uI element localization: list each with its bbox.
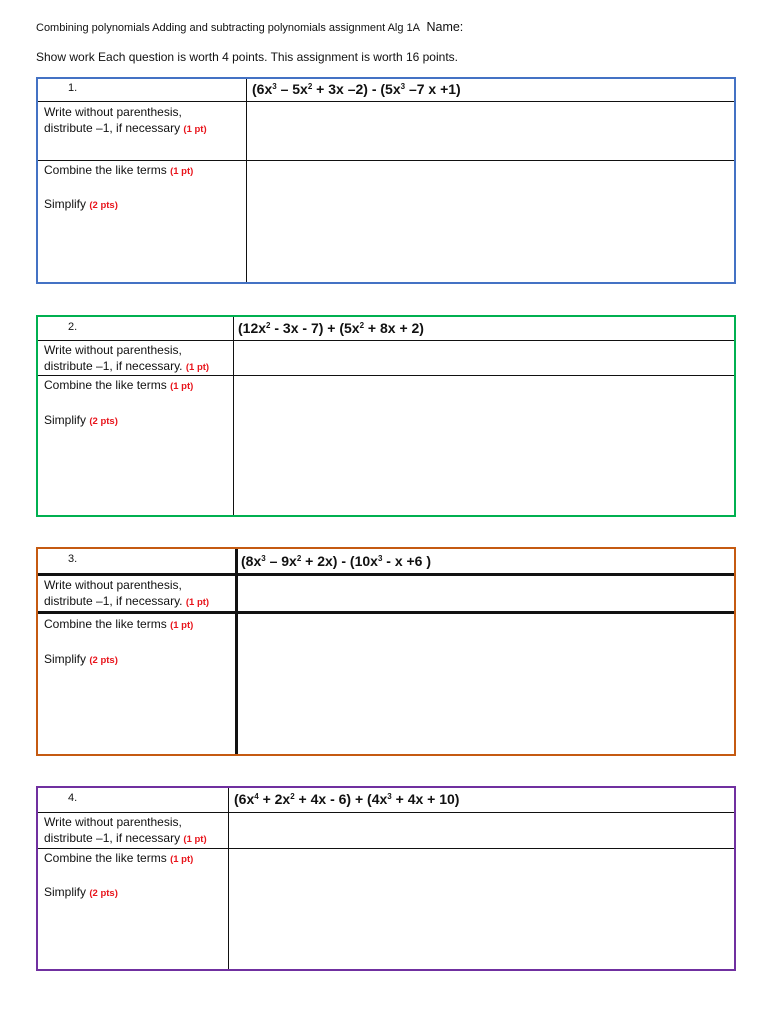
expression-part: + 4x + 10) — [391, 791, 460, 807]
simplify-instruction — [44, 412, 118, 430]
exponent: 3 — [387, 792, 392, 801]
expression-part: - 3x - 7) + (5x — [270, 320, 360, 336]
expression-part: + 2x) - (10x — [301, 553, 378, 569]
points-badge: (2 pts) — [89, 200, 118, 211]
write-instruction — [44, 104, 207, 138]
row-divider — [38, 160, 734, 161]
exponent: 3 — [400, 82, 406, 91]
expression-part: distribute –1, if necessary. — [44, 594, 183, 608]
points-badge: (1 pt) — [170, 166, 194, 177]
row-divider — [38, 611, 734, 614]
column-divider — [246, 79, 247, 282]
question-expression — [234, 791, 459, 807]
expression-part: Combine the like terms — [44, 163, 167, 177]
simplify-instruction — [44, 651, 118, 669]
exponent: 4 — [254, 792, 259, 801]
expression-part: + 2x — [258, 791, 291, 807]
expression-part: Write without parenthesis, — [44, 105, 182, 119]
column-divider — [228, 788, 229, 969]
question-expression — [241, 553, 431, 569]
question-number: 1. — [68, 82, 78, 94]
combine-instruction — [44, 616, 193, 634]
expression-part: Write without parenthesis, — [44, 578, 182, 592]
points-badge: (1 pt) — [185, 362, 210, 373]
points-badge: (1 pt) — [185, 597, 210, 608]
simplify-instruction — [44, 884, 118, 902]
assignment-title — [36, 20, 463, 34]
expression-part: + 8x + 2) — [364, 320, 424, 336]
question-3-box — [36, 547, 736, 756]
question-number: 4. — [68, 792, 78, 804]
expression-part: Combine the like terms — [44, 378, 167, 392]
exponent: 2 — [266, 321, 271, 330]
exponent: 3 — [377, 554, 383, 563]
points-badge: (2 pts) — [89, 655, 118, 666]
expression-part: distribute –1, if necessary — [44, 831, 181, 845]
expression-part: distribute –1, if necessary — [44, 121, 181, 135]
expression-part: (8x — [241, 553, 262, 569]
expression-part: – 9x — [265, 553, 297, 569]
expression-part: - x +6 ) — [382, 553, 432, 569]
row-divider — [38, 340, 734, 341]
question-2-box — [36, 315, 736, 517]
title-text: Combining polynomials Adding and subtracting polynomials assignment Alg 1A — [36, 22, 420, 34]
exponent: 2 — [296, 554, 302, 563]
expression-part: Simplify — [44, 885, 87, 899]
write-instruction — [44, 814, 207, 848]
expression-part: distribute –1, if necessary. — [44, 359, 183, 373]
write-instruction — [44, 577, 209, 611]
column-divider — [235, 549, 238, 754]
expression-part: Combine the like terms — [44, 851, 167, 865]
exponent: 2 — [359, 321, 365, 330]
expression-part: + 4x - 6) + (4x — [294, 791, 388, 807]
expression-part: Write without parenthesis, — [44, 343, 182, 357]
points-badge: (1 pt) — [170, 854, 194, 865]
combine-instruction — [44, 850, 193, 868]
question-1-box — [36, 77, 736, 284]
question-expression — [252, 81, 461, 97]
column-divider — [233, 317, 234, 515]
question-expression — [238, 320, 424, 336]
question-4-box — [36, 786, 736, 971]
exponent: 3 — [261, 554, 266, 563]
expression-part: Simplify — [44, 413, 87, 427]
points-badge: (2 pts) — [89, 888, 118, 899]
question-number: 2. — [68, 321, 78, 333]
write-instruction — [44, 342, 209, 376]
question-number: 3. — [68, 553, 78, 565]
points-badge: (2 pts) — [89, 416, 118, 427]
combine-instruction — [44, 377, 193, 395]
points-badge: (1 pt) — [183, 124, 207, 135]
expression-part: (6x — [252, 81, 273, 97]
points-badge: (1 pt) — [183, 834, 207, 845]
expression-part: Write without parenthesis, — [44, 815, 182, 829]
exponent: 2 — [307, 82, 313, 91]
points-badge: (1 pt) — [170, 381, 194, 392]
expression-part: Simplify — [44, 197, 87, 211]
expression-part: (6x — [234, 791, 255, 807]
row-divider — [38, 812, 734, 813]
points-badge: (1 pt) — [170, 620, 194, 631]
instructions: Show work Each question is worth 4 points. This assignment is worth 16 points. — [36, 50, 458, 64]
expression-part: – 5x — [276, 81, 308, 97]
row-divider — [38, 573, 734, 576]
expression-part: (12x — [238, 320, 267, 336]
simplify-instruction — [44, 196, 118, 214]
expression-part: –7 x +1) — [405, 81, 461, 97]
expression-part: Simplify — [44, 652, 87, 666]
name-label: Name: — [426, 20, 464, 34]
row-divider — [38, 848, 734, 849]
exponent: 3 — [272, 82, 277, 91]
combine-instruction — [44, 162, 193, 180]
expression-part: Combine the like terms — [44, 617, 167, 631]
row-divider — [38, 101, 734, 102]
exponent: 2 — [290, 792, 295, 801]
expression-part: + 3x –2) - (5x — [312, 81, 401, 97]
